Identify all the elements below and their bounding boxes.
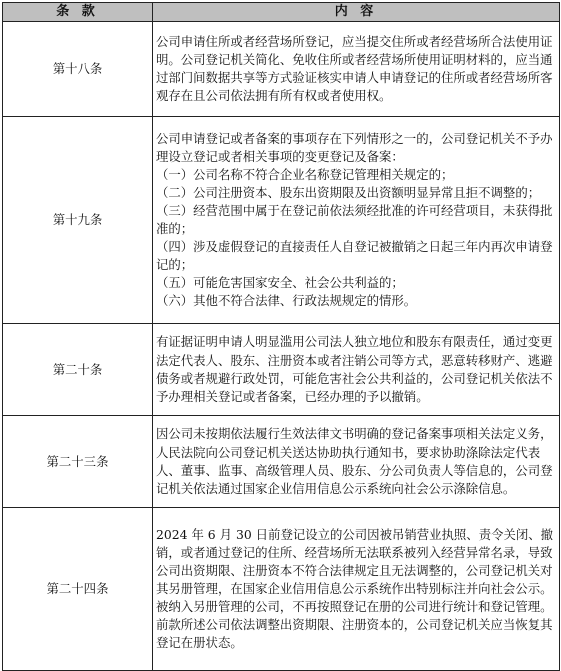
regulation-table xyxy=(2,2,560,671)
clause-content xyxy=(153,508,560,671)
clause-content xyxy=(153,22,560,117)
clause-label: 第二十四条 xyxy=(3,508,153,671)
table-header-row xyxy=(3,3,560,22)
content-paragraph: （四）涉及虚假登记的直接责任人自登记被撤销之日起三年内再次申请登记的； xyxy=(156,239,553,273)
content-paragraph: 公司申请登记或者备案的事项存在下列情形之一的，公司登记机关不予办理设立登记或者相关事项的变更登记及备案： xyxy=(156,130,553,164)
header-clause: 条 款 xyxy=(3,3,153,22)
content-paragraph: 公司申请住所或者经营场所登记，应当提交住所或者经营场所合法使用证明。公司登记机关简化、免收住所或者经营场所使用证明材料的，应当通过部门间数据共享等方式验证核实申请人申请登记的住所或者经营场所客观存在且公司依法拥有所有权或者使用权。 xyxy=(156,33,553,104)
clause-content xyxy=(153,324,560,416)
content-paragraph: （二）公司注册资本、股东出资期限及出资额明显异常且拒不调整的； xyxy=(156,184,541,200)
content-paragraph: （一）公司名称不符合企业名称登记管理相关规定的； xyxy=(156,166,454,182)
clause-label: 第十九条 xyxy=(3,117,153,324)
header-content: 内 容 xyxy=(153,3,560,22)
clause-content xyxy=(153,416,560,508)
table-row xyxy=(3,416,560,508)
content-paragraph: 2024 年 6 月 30 日前登记设立的公司因被吊销营业执照、责令关闭、撤销，或者通过登记的住所、经营场所无法联系被列入经营异常名录，导致公司出资期限、注册资本不符合法律规定且无法调整的，公司登记机关对其另册管理，在国家企业信用信息公示系统作出特别标注并向社会公示。 xyxy=(156,526,554,597)
content-paragraph: （六）其他不符合法律、行政法规规定的情形。 xyxy=(156,293,417,309)
content-paragraph: 被纳入另册管理的公司，不再按照登记在册的公司进行统计和登记管理。 xyxy=(156,599,553,615)
content-paragraph: 有证据证明申请人明显滥用公司法人独立地位和股东有限责任，通过变更法定代表人、股东、注册资本或者注销公司等方式，恶意转移财产、逃避债务或者规避行政处罚，可能危害社会公共利益的，公司登记机关依法不予办理相关登记或者备案，已经办理的予以撤销。 xyxy=(156,334,553,404)
content-paragraph: （三）经营范围中属于在登记前依法须经批准的许可经营项目，未获得批准的； xyxy=(156,203,553,237)
clause-content xyxy=(153,117,560,324)
table-row xyxy=(3,324,560,416)
table-row xyxy=(3,22,560,117)
table-row xyxy=(3,117,560,324)
clause-label: 第十八条 xyxy=(3,22,153,117)
clause-label: 第二十三条 xyxy=(3,416,153,508)
content-paragraph: 因公司未按期依法履行生效法律文书明确的登记备案事项相关法定义务，人民法院向公司登记机关送达协助执行通知书，要求协助涤除法定代表人、董事、监事、高级管理人员、股东、分公司负责人等信息的，公司登记机关依法通过国家企业信用信息公示系统向社会公示涤除信息。 xyxy=(156,426,553,496)
table-row xyxy=(3,508,560,671)
content-paragraph: 前款所述公司依法调整出资期限、注册资本的，公司登记机关应当恢复其登记在册状态。 xyxy=(156,617,553,651)
content-paragraph: （五）可能危害国家安全、社会公共利益的； xyxy=(156,275,404,291)
clause-label: 第二十条 xyxy=(3,324,153,416)
